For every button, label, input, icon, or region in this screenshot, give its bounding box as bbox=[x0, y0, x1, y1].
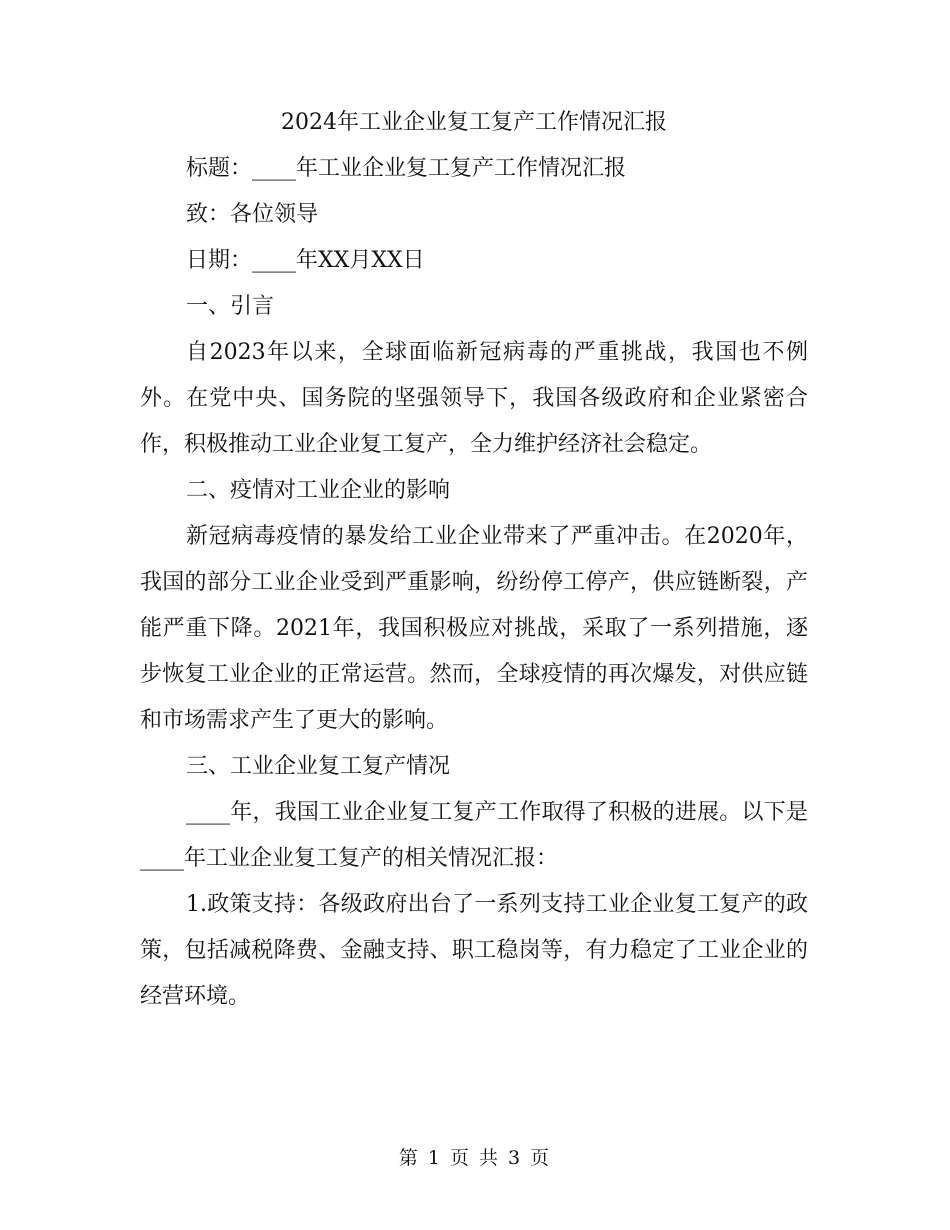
document-body bbox=[140, 100, 808, 1020]
meta-title-line: 标题：____年工业企业复工复产工作情况汇报 bbox=[186, 156, 627, 181]
section-heading-status: 三、工业企业复工复产情况 bbox=[186, 754, 451, 779]
meta-date-line: 日期：____年XX月XX日 bbox=[186, 248, 425, 273]
meta-recipient-line: 致：各位领导 bbox=[186, 202, 319, 227]
document-title: 2024年工业企业复工复产工作情况汇报 bbox=[281, 110, 667, 135]
impact-paragraph: 新冠病毒疫情的暴发给工业企业带来了严重冲击。在2020年，我国的部分工业企业受到严重影响，纷纷停工停产，供应链断裂，产能严重下降。2021年，我国积极应对挑战，采取了一系列措施，逐步恢复工业企业的正常运营。然而，全球疫情的再次爆发，对供应链和市场需求产生了更大的影响。 bbox=[140, 524, 808, 733]
section-heading-impact: 二、疫情对工业企业的影响 bbox=[186, 478, 451, 503]
intro-paragraph: 自2023年以来，全球面临新冠病毒的严重挑战，我国也不例外。在党中央、国务院的坚强领导下，我国各级政府和企业紧密合作，积极推动工业企业复工复产，全力维护经济社会稳定。 bbox=[140, 340, 808, 457]
status-paragraph: ____年，我国工业企业复工复产工作取得了积极的进展。以下是____年工业企业复工复产的相关情况汇报： bbox=[140, 800, 808, 871]
policy-support-paragraph: 1.政策支持：各级政府出台了一系列支持工业企业复工复产的政策，包括减税降费、金融支持、职工稳岗等，有力稳定了工业企业的经营环境。 bbox=[140, 892, 808, 1009]
page-number-footer: 第 1 页 共 3 页 bbox=[398, 1147, 552, 1169]
section-heading-intro: 一、引言 bbox=[186, 294, 275, 319]
